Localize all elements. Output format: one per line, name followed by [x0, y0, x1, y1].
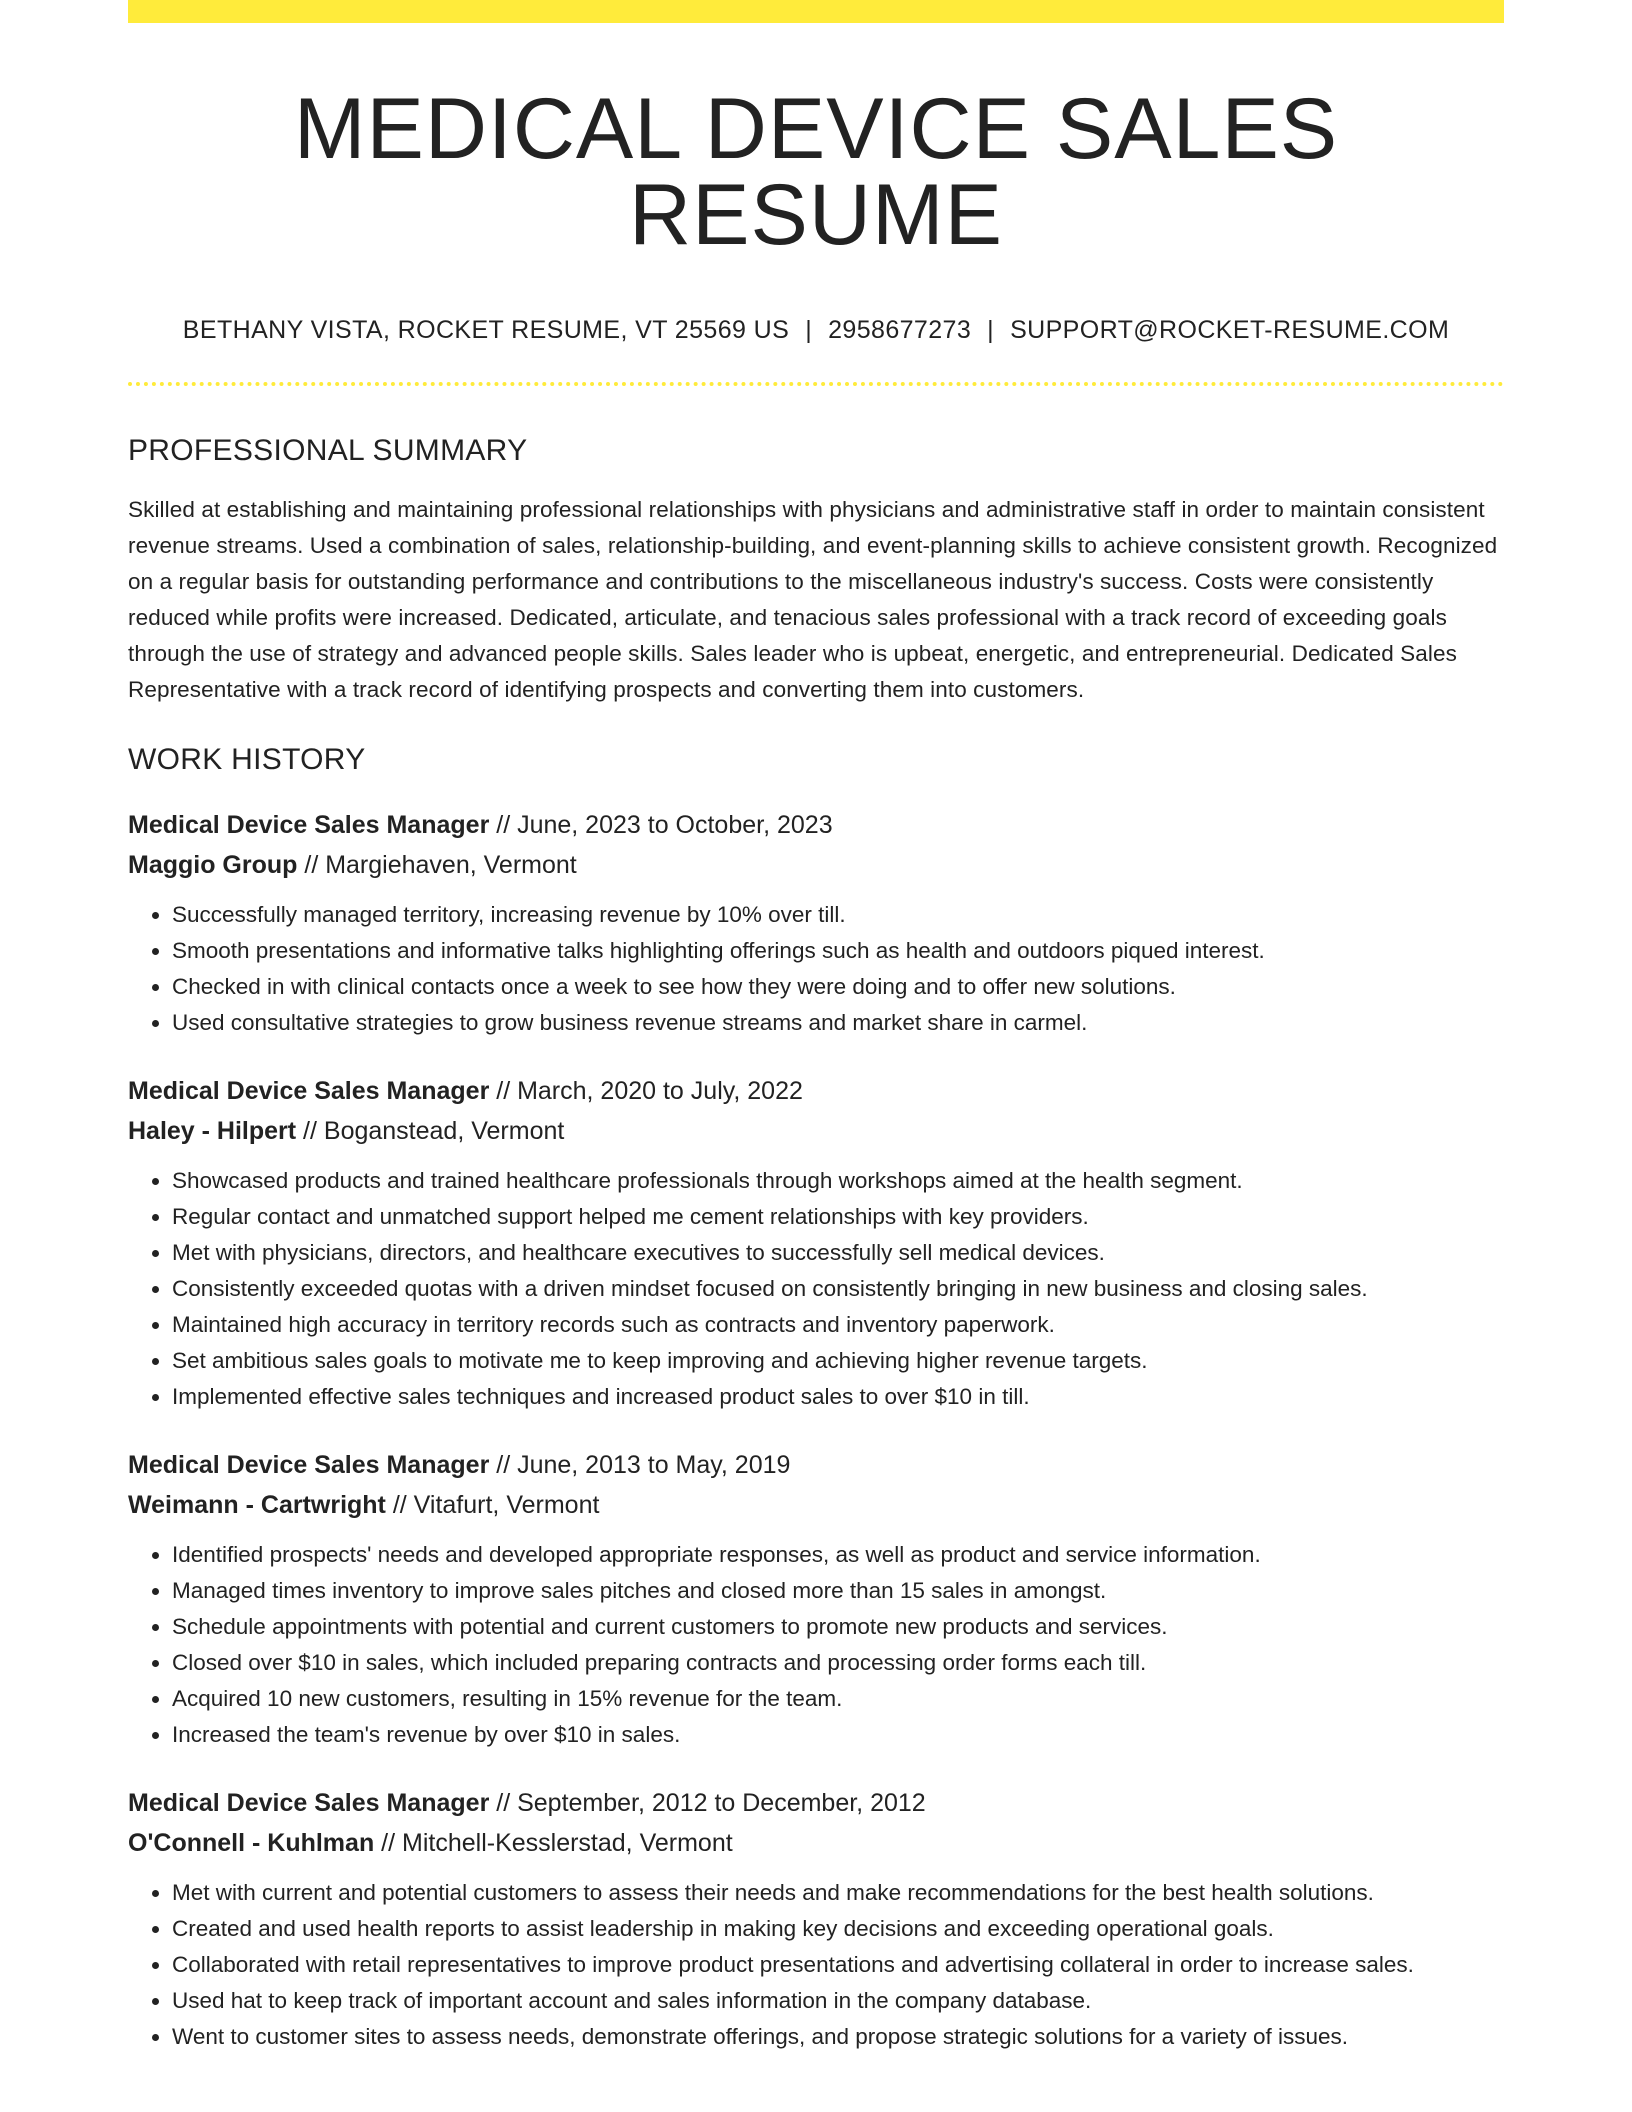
job-bullet-list: [128, 1163, 1504, 1415]
job-bullet: • Schedule appointments with potential and current customers to promote new products and services.: [172, 1609, 1504, 1645]
job-company: Haley - Hilpert: [128, 1117, 297, 1145]
job-bullet: • Identified prospects' needs and developed appropriate responses, as well as product and service information.: [172, 1537, 1504, 1573]
top-accent-bar: [128, 0, 1504, 23]
job-title-line: [128, 805, 1504, 845]
job-dates: // March, 2020 to July, 2022: [489, 1077, 803, 1105]
job-bullet: • Closed over $10 in sales, which included preparing contracts and processing order forms each till.: [172, 1645, 1504, 1681]
job-title-line: [128, 1783, 1504, 1823]
job-bullet: • Implemented effective sales techniques and increased product sales to over $10 in till.: [172, 1379, 1504, 1415]
summary-heading: PROFESSIONAL SUMMARY: [128, 434, 528, 467]
job-role: Medical Device Sales Manager: [128, 1451, 490, 1479]
job-bullet: • Collaborated with retail representatives to improve product presentations and advertising collateral in order to increase sales.: [172, 1947, 1504, 1983]
summary-text: Skilled at establishing and maintaining professional relationships with physicians and administrative staff in order to maintain consistent revenue streams. Used a combination of sales, relationship-building, and event-planning skills to achieve consistent growth. Recognized on a regular basis for outstanding performance and contributions to the miscellaneous industry's success. Costs were consistently reduced while profits were increased. Dedicated, articulate, and tenacious sales professional with a track record of exceeding goals through the use of strategy and advanced people skills. Sales leader who is upbeat, energetic, and entrepreneurial. Dedicated Sales Representative with a track record of identifying prospects and converting them into customers.: [128, 497, 1498, 702]
job-location: // Mitchell-Kesslerstad, Vermont: [374, 1829, 733, 1857]
document-title: MEDICAL DEVICE SALES RESUME: [293, 81, 1339, 263]
contact-email: SUPPORT@ROCKET-RESUME.COM: [1010, 316, 1450, 344]
job-bullet: • Successfully managed territory, increasing revenue by 10% over till.: [172, 897, 1504, 933]
job-bullet: • Consistently exceeded quotas with a driven mindset focused on consistently bringing in new business and closing sales.: [172, 1271, 1504, 1307]
resume-page: [128, 0, 1504, 2055]
job-company: Maggio Group: [128, 851, 298, 879]
contact-separator: |: [805, 316, 813, 344]
job-bullet: • Managed times inventory to improve sales pitches and closed more than 15 sales in amongst.: [172, 1573, 1504, 1609]
job-bullet: • Checked in with clinical contacts once a week to see how they were doing and to offer new solutions.: [172, 969, 1504, 1005]
job-entry: [128, 1445, 1504, 1753]
job-bullet-list: [128, 1875, 1504, 2055]
job-bullet: • Created and used health reports to assist leadership in making key decisions and exceeding operational goals.: [172, 1911, 1504, 1947]
job-company-line: [128, 1111, 1504, 1151]
contact-address: BETHANY VISTA, ROCKET RESUME, VT 25569 US: [182, 316, 790, 344]
job-dates: // June, 2013 to May, 2019: [489, 1451, 791, 1479]
contact-phone: 2958677273: [828, 316, 972, 344]
job-bullet: • Used consultative strategies to grow business revenue streams and market share in carmel.: [172, 1005, 1504, 1041]
job-dates: // September, 2012 to December, 2012: [489, 1789, 926, 1817]
job-role: Medical Device Sales Manager: [128, 1077, 490, 1105]
job-entry: [128, 1071, 1504, 1415]
job-role: Medical Device Sales Manager: [128, 811, 490, 839]
job-bullet: • Increased the team's revenue by over $10 in sales.: [172, 1717, 1504, 1753]
job-title-line: [128, 1071, 1504, 1111]
job-bullet: • Regular contact and unmatched support helped me cement relationships with key providers.: [172, 1199, 1504, 1235]
job-company: O'Connell - Kuhlman: [128, 1829, 375, 1857]
work-history-heading: WORK HISTORY: [128, 743, 366, 776]
job-company-line: [128, 1485, 1504, 1525]
job-bullet: • Met with physicians, directors, and healthcare executives to successfully sell medical devices.: [172, 1235, 1504, 1271]
job-location: // Vitafurt, Vermont: [385, 1491, 600, 1519]
job-bullet-list: [128, 897, 1504, 1041]
job-entry: [128, 805, 1504, 1041]
job-bullet: • Met with current and potential customers to assess their needs and make recommendations for the best health solutions.: [172, 1875, 1504, 1911]
job-bullet: • Used hat to keep track of important account and sales information in the company database.: [172, 1983, 1504, 2019]
job-bullet: • Set ambitious sales goals to motivate me to keep improving and achieving higher revenue targets.: [172, 1343, 1504, 1379]
job-company: Weimann - Cartwright: [128, 1491, 386, 1519]
job-dates: // June, 2023 to October, 2023: [489, 811, 833, 839]
job-bullet-list: [128, 1537, 1504, 1753]
job-bullet: • Showcased products and trained healthcare professionals through workshops aimed at the health segment.: [172, 1163, 1504, 1199]
job-location: // Margiehaven, Vermont: [297, 851, 577, 879]
job-bullet: • Smooth presentations and informative talks highlighting offerings such as health and outdoors piqued interest.: [172, 933, 1504, 969]
job-bullet: • Maintained high accuracy in territory records such as contracts and inventory paperwork.: [172, 1307, 1504, 1343]
job-location: // Boganstead, Vermont: [296, 1117, 565, 1145]
job-role: Medical Device Sales Manager: [128, 1789, 490, 1817]
job-title-line: [128, 1445, 1504, 1485]
contact-line: [128, 318, 1504, 343]
dotted-divider: [128, 382, 1504, 386]
job-company-line: [128, 845, 1504, 885]
job-bullet: • Went to customer sites to assess needs, demonstrate offerings, and propose strategic solutions for a variety of issues.: [172, 2019, 1504, 2055]
job-company-line: [128, 1823, 1504, 1863]
contact-separator: |: [987, 316, 995, 344]
job-entry: [128, 1783, 1504, 2055]
job-bullet: • Acquired 10 new customers, resulting in 15% revenue for the team.: [172, 1681, 1504, 1717]
